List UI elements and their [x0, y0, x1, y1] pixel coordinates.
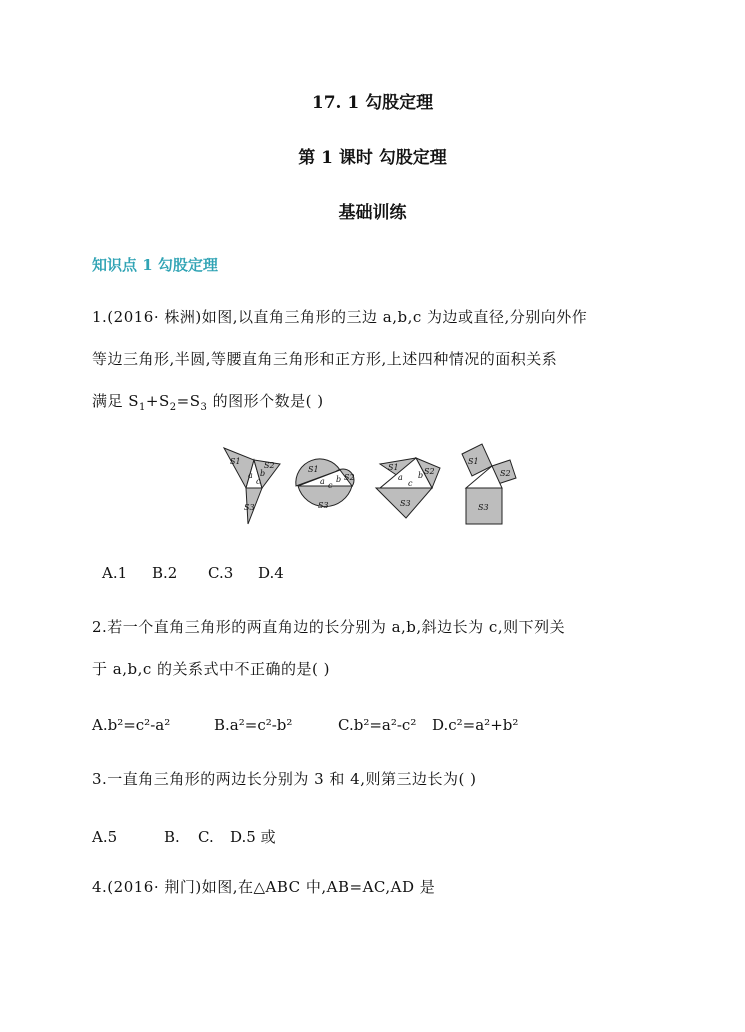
fig2-s3-label: S3 — [318, 501, 329, 510]
fig2-s2-label: S2 — [344, 473, 355, 482]
fig4-s2-label: S2 — [500, 469, 511, 478]
q1-choice-b[interactable]: B.2 — [152, 564, 178, 582]
q3-choice-b[interactable]: B. — [164, 828, 180, 846]
fig2-c-label: c — [328, 481, 333, 490]
fig2-a-label: a — [320, 477, 325, 486]
q3-choice-d[interactable]: D.5 或 — [230, 828, 276, 846]
q3-choice-c[interactable]: C. — [198, 828, 214, 846]
figure-squares — [462, 444, 516, 524]
q1-choice-d[interactable]: D.4 — [258, 564, 284, 582]
q1-choice-a[interactable]: A.1 — [102, 564, 128, 582]
fig4-s1-label: S1 — [468, 457, 479, 466]
q3-choices — [92, 826, 276, 847]
q1-choice-c[interactable]: C.3 — [208, 564, 234, 582]
q2-line-2: 于 a,b,c 的关系式中不正确的是( ) — [92, 660, 330, 678]
q3-choice-a[interactable]: A.5 — [92, 828, 118, 846]
q2-line-1: 2.若一个直角三角形的两直角边的长分别为 a,b,斜边长为 c,则下列关 — [92, 618, 566, 636]
q3-line-1: 3.一直角三角形的两边长分别为 3 和 4,则第三边长为( ) — [92, 770, 477, 788]
q1-choices — [102, 564, 284, 582]
q2-choice-c[interactable]: C.b²=a²-c² — [338, 716, 417, 734]
fig1-s1-label: S1 — [230, 457, 241, 466]
fig1-a-label: a — [248, 471, 253, 480]
figure-semicircles — [296, 459, 354, 507]
fig1-c-label: c — [256, 477, 261, 486]
fig4-s3-label: S3 — [478, 503, 489, 512]
q1-line-2: 等边三角形,半圆,等腰直角三角形和正方形,上述四种情况的面积关系 — [92, 350, 558, 368]
fig1-s2-label: S2 — [264, 461, 275, 470]
question-3 — [92, 758, 667, 800]
q2-choice-a[interactable]: A.b²=c²-a² — [92, 716, 171, 734]
q2-choices — [92, 716, 518, 734]
q2-choice-b[interactable]: B.a²=c²-b² — [214, 716, 293, 734]
fig3-a-label: a — [398, 473, 403, 482]
page-title: 17. 1 勾股定理 — [311, 93, 434, 113]
subtitle: 基础训练 — [338, 203, 407, 223]
fig3-c-label: c — [408, 479, 413, 488]
q1-line-3: 满足 $S_1+S_2=S_3$ 的图形个数是( ) — [92, 392, 324, 413]
fig1-s3-label: S3 — [244, 503, 255, 512]
question-2 — [92, 606, 667, 690]
q2-choice-d[interactable]: D.c²=a²+b² — [432, 716, 519, 734]
section-heading: 知识点 1 勾股定理 — [92, 256, 218, 274]
fig2-s1-label: S1 — [308, 465, 319, 474]
fig3-s2-label: S2 — [424, 467, 435, 476]
fig3-s1-label: S1 — [388, 463, 399, 472]
fig2-b-label: b — [336, 475, 342, 484]
fig3-b-label: b — [418, 471, 424, 480]
q4-line-1: 4.(2016· 荆门)如图,在△ABC 中,AB=AC,AD 是 — [92, 878, 436, 896]
question-4 — [92, 866, 667, 908]
question-1 — [92, 296, 667, 429]
q1-line-1: 1.(2016· 株洲)如图,以直角三角形的三边 a,b,c 为边或直径,分别向外作 — [92, 308, 588, 326]
q1-figure — [218, 440, 518, 528]
fig1-b-label: b — [260, 469, 266, 478]
lesson-title: 第 1 课时 勾股定理 — [298, 148, 447, 168]
fig3-s3-label: S3 — [400, 499, 411, 508]
